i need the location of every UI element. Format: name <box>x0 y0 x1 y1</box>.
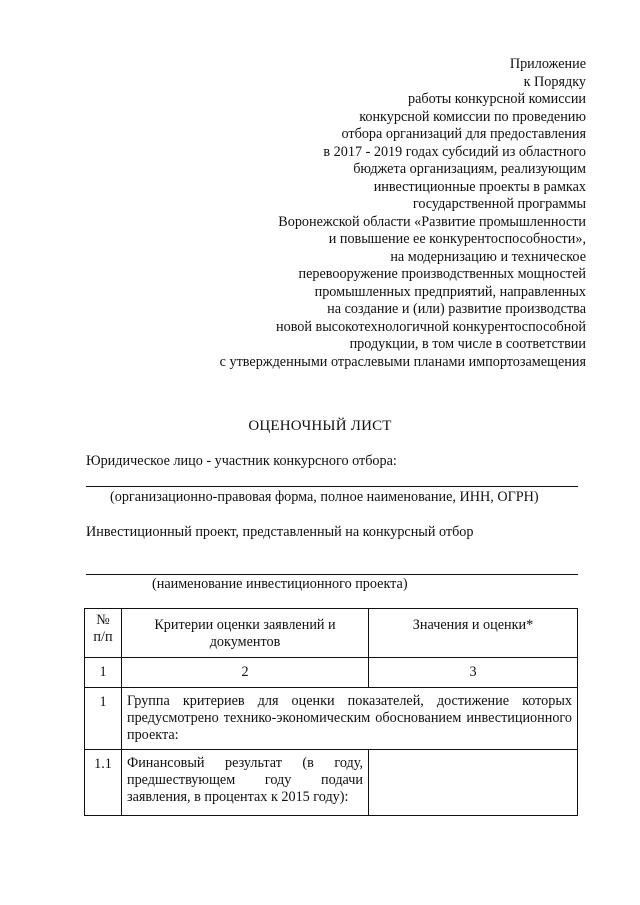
header-criteria: Критерии оценки заявлений и документов <box>122 609 369 658</box>
participant-fill-line <box>86 486 578 487</box>
participant-label: Юридическое лицо - участник конкурсного отбора: <box>86 453 397 469</box>
appendix-line: отбора организаций для предоставления <box>341 126 586 142</box>
appendix-line: на модернизацию и техническое <box>390 248 586 265</box>
appendix-line: бюджета организациям, реализующим <box>353 161 586 177</box>
row-criterion: Финансовый результат (в году, предшествующем году подачи заявления, в процентах к 2015 году): <box>122 750 369 816</box>
project-fill-line <box>86 574 578 575</box>
appendix-line: на создание и (или) развитие производства <box>327 301 586 317</box>
row-value <box>369 750 578 816</box>
appendix-line: в 2017 - 2019 годах субсидий из областного <box>323 143 586 160</box>
column-number-2: 2 <box>122 658 369 688</box>
document-title: ОЦЕНОЧНЫЙ ЛИСТ <box>248 418 392 434</box>
project-caption: (наименование инвестиционного проекта) <box>152 576 408 592</box>
appendix-line: государственной программы <box>412 196 586 212</box>
appendix-line: работы конкурсной комиссии <box>408 91 586 107</box>
appendix-line: промышленных предприятий, направленных <box>314 283 586 300</box>
appendix-line: инвестиционные проекты в рамках <box>373 178 586 195</box>
participant-caption: (организационно-правовая форма, полное наименование, ИНН, ОГРН) <box>110 489 539 505</box>
appendix-header <box>220 56 586 371</box>
header-number: № п/п <box>85 609 122 658</box>
table-header-row <box>85 609 578 658</box>
appendix-line: Приложение <box>509 56 586 72</box>
table-column-numbers-row <box>85 658 578 688</box>
column-number-3: 3 <box>369 658 578 688</box>
header-values: Значения и оценки* <box>369 609 578 658</box>
appendix-line: и повышение ее конкурентоспособности», <box>328 231 586 247</box>
group-text: Группа критериев для оценки показателей, достижение которых предусмотрено технико-экономическим обоснованием инвестиционного проекта: <box>122 688 578 750</box>
appendix-line: перевооружение производственных мощностей <box>298 266 586 282</box>
group-number: 1 <box>85 688 122 750</box>
appendix-line: к Порядку <box>523 73 586 90</box>
row-number: 1.1 <box>85 750 122 816</box>
appendix-line: новой высокотехнологичной конкурентоспособной <box>276 318 586 335</box>
table-group-row <box>85 688 578 750</box>
evaluation-table <box>84 608 578 816</box>
appendix-line: с утвержденными отраслевыми планами импортозамещения <box>219 353 586 370</box>
column-number-1: 1 <box>85 658 122 688</box>
appendix-line: Воронежской области «Развитие промышленности <box>278 213 586 230</box>
appendix-line: продукции, в том числе в соответствии <box>349 336 586 352</box>
appendix-line: конкурсной комиссии по проведению <box>359 108 586 125</box>
project-label: Инвестиционный проект, представленный на конкурсный отбор <box>86 524 474 540</box>
table-row <box>85 750 578 816</box>
